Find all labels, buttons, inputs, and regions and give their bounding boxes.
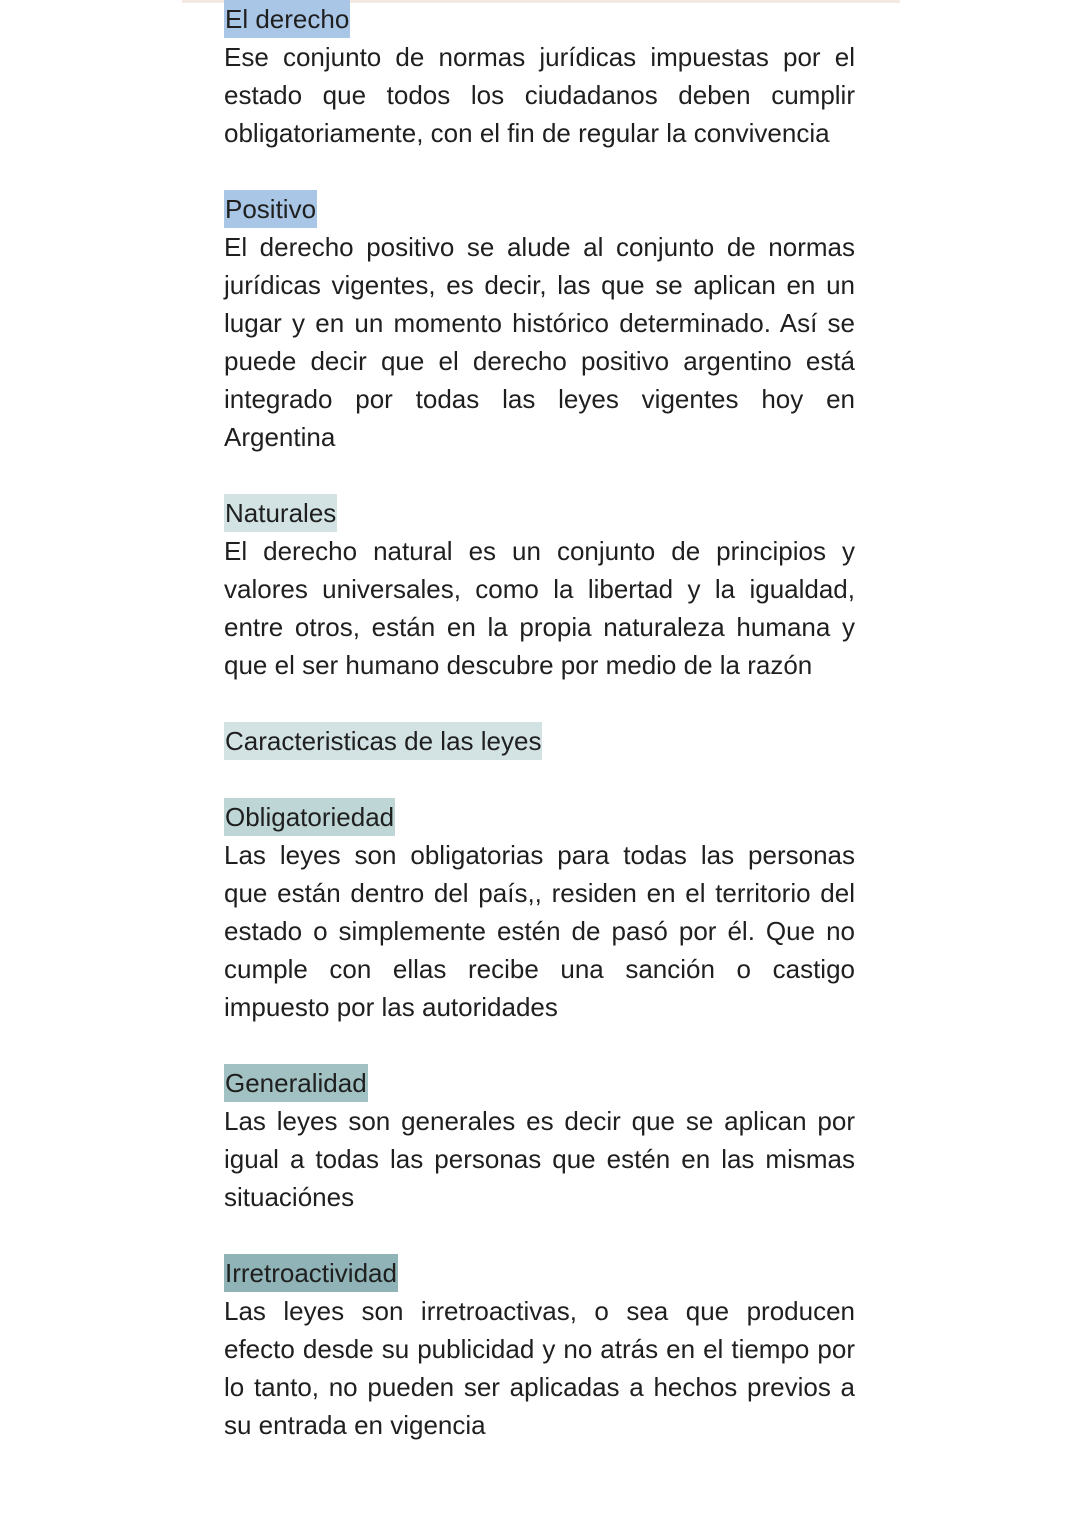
section-body: El derecho positivo se alude al conjunto de normas jurídicas vigentes, es decir, las que se aplican en un lugar y en un momento histórico determinado. Así se puede decir que el derecho positivo argentino está integrado por todas las leyes vigentes hoy en Argentina — [224, 232, 855, 452]
section-el-derecho — [224, 0, 855, 152]
section-irretroactividad — [224, 1254, 855, 1444]
section-body: Las leyes son irretroactivas, o sea que producen efecto desde su publicidad y no atrás en el tiempo por lo tanto, no pueden ser aplicadas a hechos previos a su entrada en vigencia — [224, 1296, 855, 1440]
section-obligatoriedad — [224, 798, 855, 1026]
section-generalidad — [224, 1064, 855, 1216]
spacer — [224, 684, 855, 722]
section-body: Las leyes son obligatorias para todas las personas que están dentro del país,, residen en el territorio del estado o simplemente estén de pasó por él. Que no cumple con ellas recibe una sanción o castigo impuesto por las autoridades — [224, 840, 855, 1022]
spacer — [224, 1216, 855, 1254]
section-heading: Positivo — [224, 190, 317, 228]
section-caracteristicas — [224, 722, 855, 760]
document-page — [224, 0, 855, 1444]
section-positivo — [224, 190, 855, 456]
section-body: El derecho natural es un conjunto de principios y valores universales, como la libertad y la igualdad, entre otros, están en la propia naturaleza humana y que el ser humano descubre por medio de la razón — [224, 536, 855, 680]
section-heading: El derecho — [224, 0, 350, 38]
section-body: Ese conjunto de normas jurídicas impuestas por el estado que todos los ciudadanos deben cumplir obligatoriamente, con el fin de regular la convivencia — [224, 42, 855, 148]
section-heading: Generalidad — [224, 1064, 368, 1102]
section-heading: Obligatoriedad — [224, 798, 395, 836]
section-heading: Irretroactividad — [224, 1254, 398, 1292]
spacer — [224, 1026, 855, 1064]
section-heading: Caracteristicas de las leyes — [224, 722, 542, 760]
section-heading: Naturales — [224, 494, 337, 532]
spacer — [224, 152, 855, 190]
spacer — [224, 760, 855, 798]
spacer — [224, 456, 855, 494]
section-body: Las leyes son generales es decir que se aplican por igual a todas las personas que estén en las mismas situaciónes — [224, 1106, 855, 1212]
section-naturales — [224, 494, 855, 684]
